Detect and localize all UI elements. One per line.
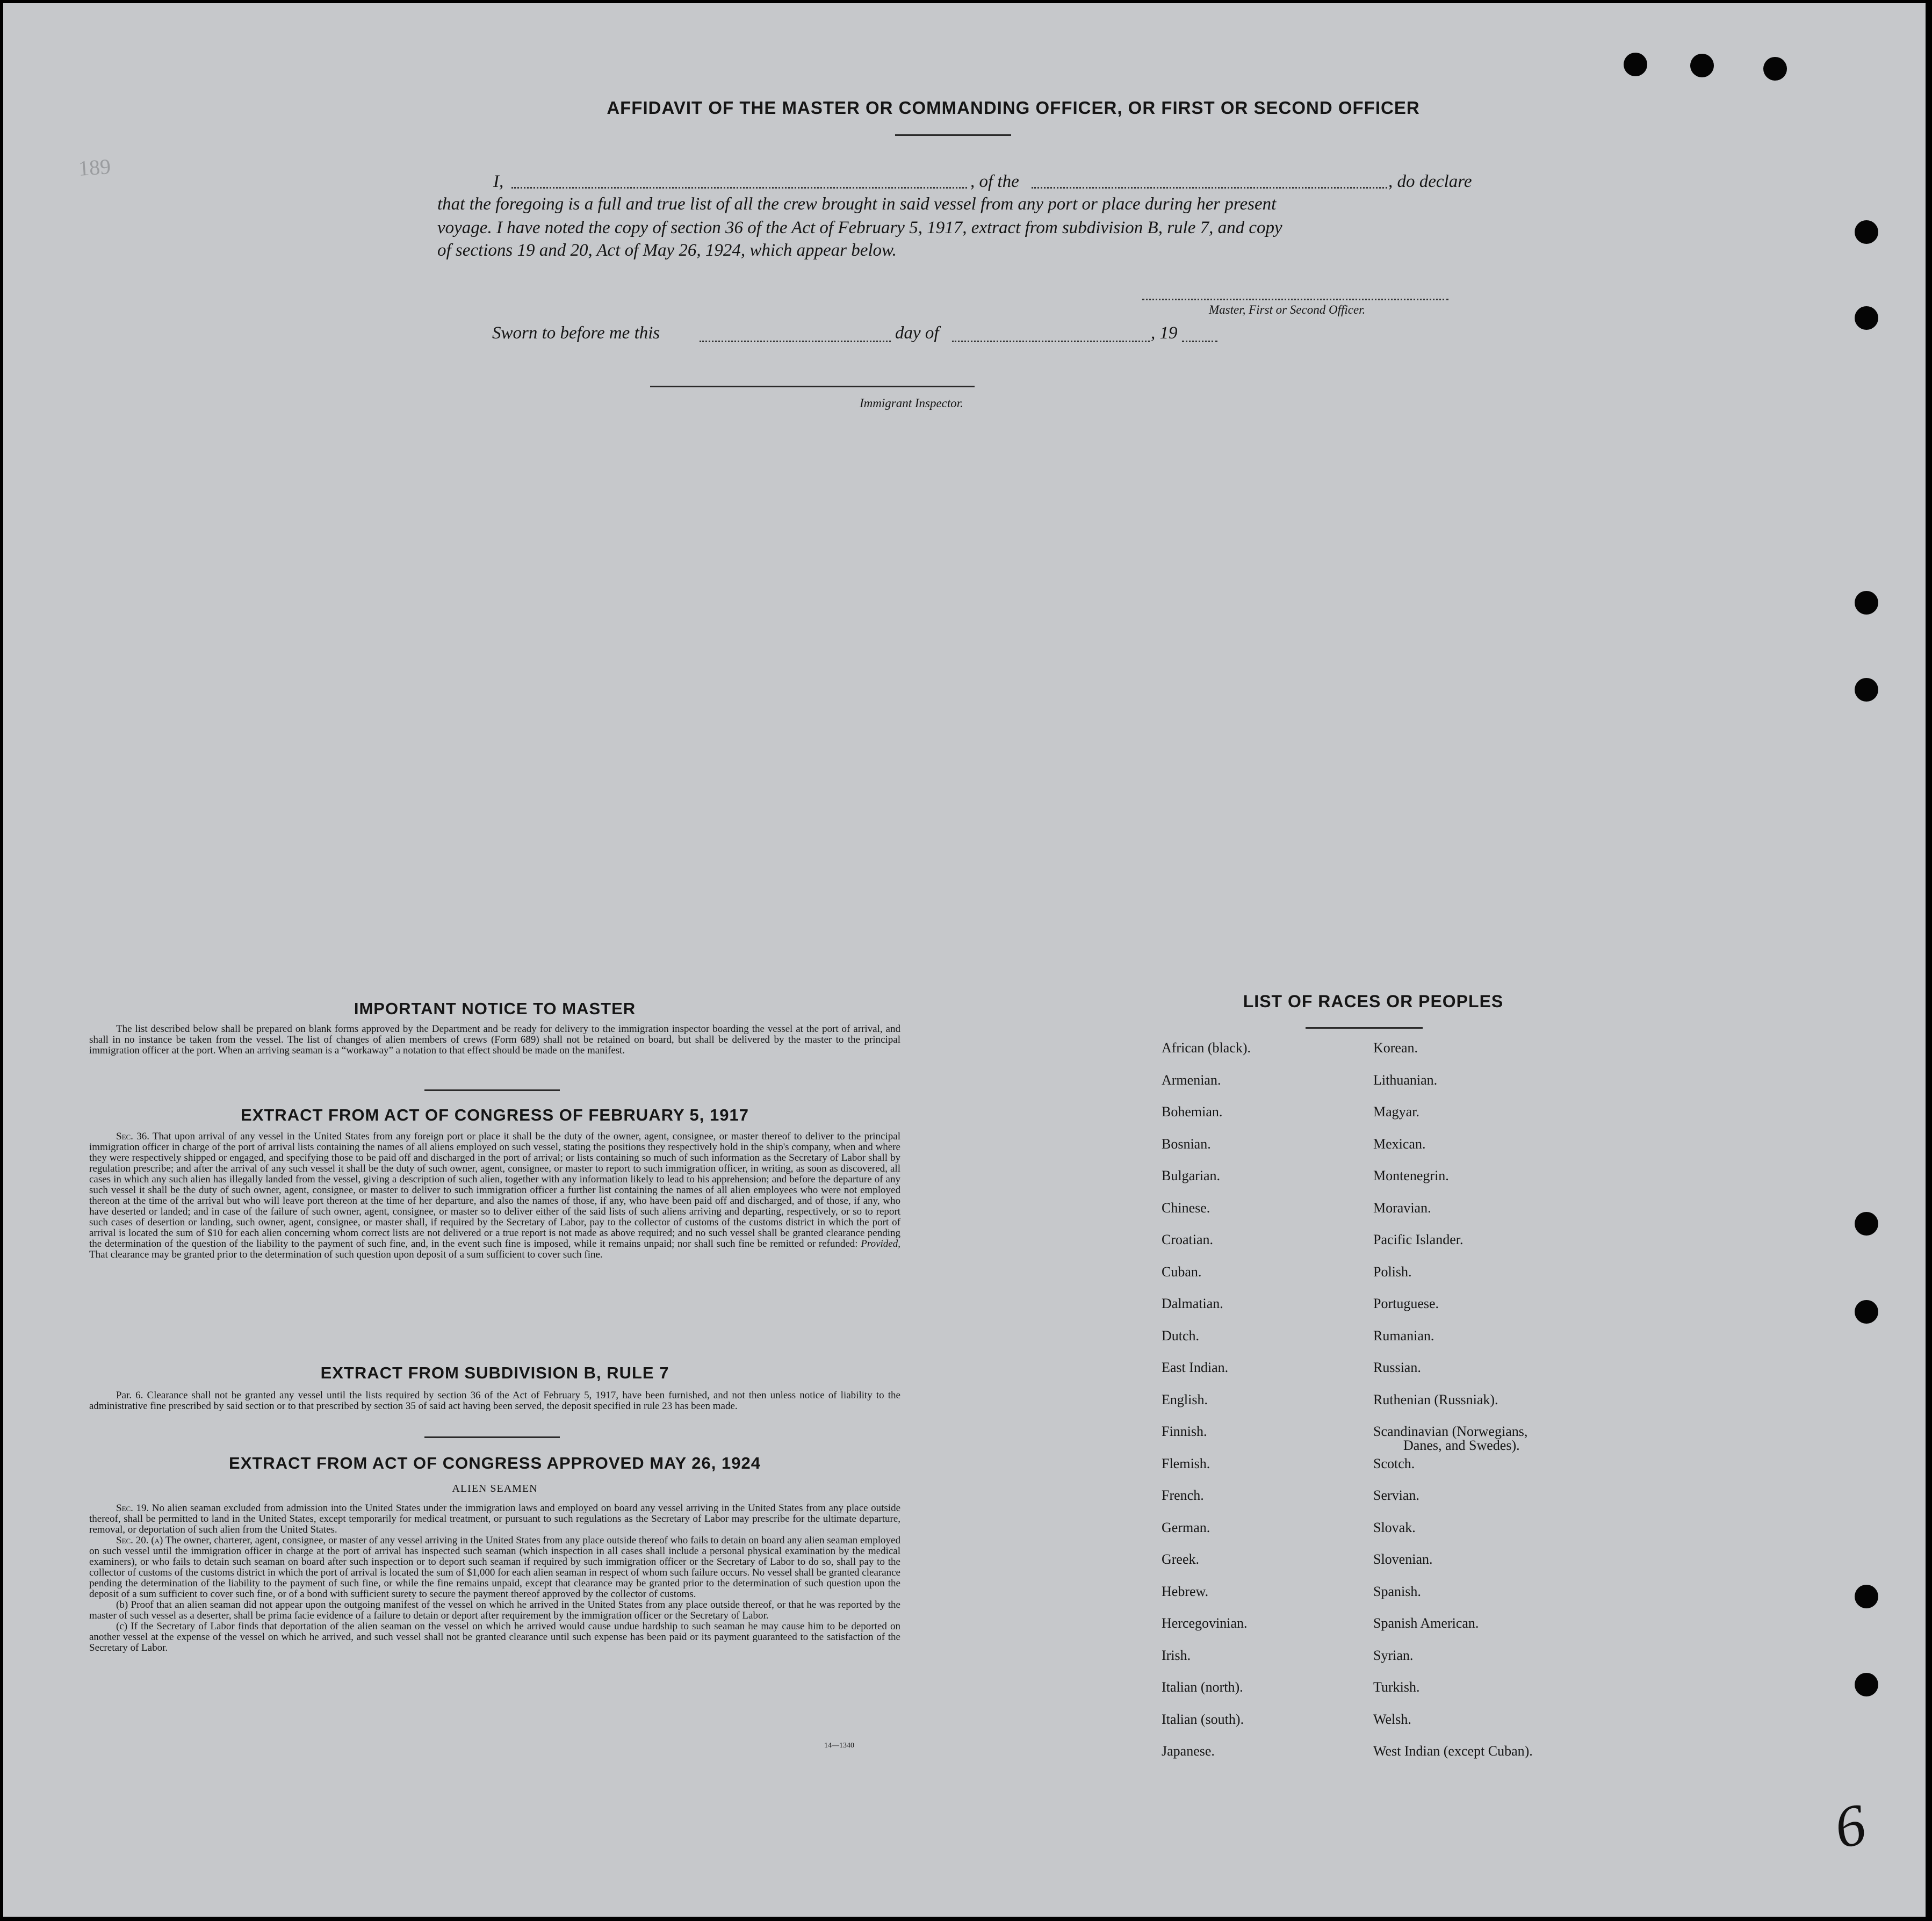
sworn-date-blank bbox=[700, 341, 891, 342]
races-title-underline bbox=[1306, 1027, 1423, 1029]
affidavit-title: AFFIDAVIT OF THE MASTER OR COMMANDING OFFICER, OR FIRST OR SECOND OFFICER bbox=[607, 98, 1420, 118]
race-item: Rumanian. bbox=[1373, 1328, 1434, 1344]
race-item: Italian (north). bbox=[1162, 1679, 1243, 1695]
notice-text bbox=[89, 1024, 900, 1056]
race-item: Servian. bbox=[1373, 1487, 1419, 1503]
race-item: English. bbox=[1162, 1392, 1208, 1407]
inspector-line bbox=[650, 386, 975, 387]
punch-hole bbox=[1855, 1585, 1878, 1608]
sec20-label: Sec. 20. (a) bbox=[116, 1535, 163, 1546]
race-item: Syrian. bbox=[1373, 1648, 1414, 1663]
race-item: Armenian. bbox=[1162, 1072, 1221, 1088]
race-item: African (black). bbox=[1162, 1040, 1251, 1056]
race-item: Pacific Islander. bbox=[1373, 1232, 1464, 1247]
section-label: Sec. 36. bbox=[116, 1131, 149, 1142]
handwritten-mark: 6 bbox=[1828, 1790, 1871, 1861]
sworn-year-blank bbox=[1182, 341, 1217, 342]
title-underline bbox=[895, 134, 1011, 136]
race-item: Finnish. bbox=[1162, 1424, 1207, 1439]
proviso-body: That clearance may be granted prior to the determination of such question upon deposit of a sum sufficient to cover such fine. bbox=[89, 1249, 603, 1260]
races-title: LIST OF RACES OR PEOPLES bbox=[1243, 992, 1504, 1011]
punch-hole bbox=[1855, 306, 1878, 330]
race-item: Bohemian. bbox=[1162, 1104, 1223, 1120]
race-item: French. bbox=[1162, 1487, 1204, 1503]
race-item: Bulgarian. bbox=[1162, 1168, 1221, 1183]
race-item: Scotch. bbox=[1373, 1456, 1415, 1471]
race-item: Magyar. bbox=[1373, 1104, 1419, 1120]
punch-hole bbox=[1855, 220, 1878, 244]
race-item: Moravian. bbox=[1373, 1200, 1431, 1216]
race-item: Spanish American. bbox=[1373, 1615, 1479, 1631]
sec20c-body: (c) If the Secretary of Labor finds that deportation of the alien seaman on the vessel on which he arrived would cause undue hardship to such seaman he may cause him to be deported on another vessel at the expense of the vessel on which he arrived, and such vessel shall not be granted clearance until such expense has been paid or its payment guaranteed to the satisfaction of the Secretary of Labor. bbox=[89, 1621, 900, 1653]
race-item: Chinese. bbox=[1162, 1200, 1210, 1216]
race-item: Polish. bbox=[1373, 1264, 1412, 1280]
proviso-label: Provided, bbox=[861, 1238, 900, 1250]
declare-start: I, bbox=[493, 172, 504, 191]
race-item: Turkish. bbox=[1373, 1679, 1420, 1695]
punch-hole bbox=[1624, 53, 1647, 76]
race-item: Irish. bbox=[1162, 1648, 1191, 1663]
race-item: German. bbox=[1162, 1520, 1210, 1535]
section-36-body: That upon arrival of any vessel in the United States from any foreign port or place it shall be the duty of the owner, agent, consignee, or master thereof to deliver to the principal immigration officer in charge of the port of arrival lists containing the names of all aliens employed on such vessel, stating the positions they respectively hold in the ship's company, when and where they were respectively shipped or engaged, and specifying those to be paid off and discharged in the port of arrival; or lists containing so much of such information as the Secretary of Labor shall by regulation prescribe; and after the arrival of any such vessel it shall be the duty of such owner, agent, consignee, or master to report to such immigration officer, in writing, as soon as discovered, all cases in which any such alien has illegally landed from the vessel, giving a description of such alien, together with any information likely to lead to his apprehension; and before the departure of any such vessel it shall be the duty of such owner, agent, consignee, or master to deliver to such immigration officer a further list containing the names of all alien employees who were not employed thereon at the time of the arrival but who will leave port thereon at the time of her departure, and also the names of those, if any, who have been paid off and discharged, and of those, if any, who have deserted or landed; and in case of the failure of such owner, agent, consignee, or master so to deliver either of the said lists of such aliens arriving and departing, respectively, or so to report such cases of desertion or landing, such owner, agent, consignee, or master shall, if required by the Secretary of Labor, pay to the collector of customs of the customs district in which the port of arrival is located the sum of $10 for each alien concerning whom correct lists are not delivered or a true report is not made as above required; and no such vessel shall be granted clearance pending the determination of the question of the liability to the payment of such fine, and, in the event such fine is imposed, while it remains unpaid; nor shall such fine be remitted or refunded: bbox=[89, 1131, 900, 1250]
rule7-text bbox=[89, 1390, 900, 1412]
race-item: East Indian. bbox=[1162, 1360, 1229, 1375]
punch-hole bbox=[1763, 57, 1787, 81]
affidavit-line-3: voyage. I have noted the copy of section 36 of the Act of February 5, 1917, extract from subdivision B, rule 7, and copy bbox=[437, 218, 1282, 237]
sworn-start: Sworn to before me this bbox=[492, 323, 660, 343]
race-item: Portuguese. bbox=[1373, 1296, 1439, 1311]
race-item: Spanish. bbox=[1373, 1584, 1421, 1599]
race-item: Bosnian. bbox=[1162, 1136, 1211, 1152]
races-list bbox=[1162, 1040, 1656, 1771]
extract-1917-title: EXTRACT FROM ACT OF CONGRESS OF FEBRUARY 5, 1917 bbox=[241, 1106, 749, 1124]
race-item: Lithuanian. bbox=[1373, 1072, 1438, 1088]
form-number: 14—1340 bbox=[824, 1742, 854, 1750]
extract-1917-text bbox=[89, 1131, 900, 1260]
declare-of: , of the bbox=[970, 172, 1019, 191]
notice-title: IMPORTANT NOTICE TO MASTER bbox=[354, 999, 636, 1018]
race-item: Croatian. bbox=[1162, 1232, 1214, 1247]
race-item: Slovak. bbox=[1373, 1520, 1416, 1535]
race-item: Greek. bbox=[1162, 1551, 1200, 1567]
extract-1924-text bbox=[89, 1503, 900, 1653]
race-item: Korean. bbox=[1373, 1040, 1418, 1056]
sec19-body: No alien seaman excluded from admission into the United States under the immigration laws and employed on board any vessel arriving in the United States from any place outside thereof, shall be permitted to land in the United States, except temporarily for medical treatment, or pursuant to such regulations as the Secretary of Labor may prescribe for the ultimate departure, removal, or deportation of such alien from the United States. bbox=[89, 1503, 900, 1535]
vessel-blank bbox=[1032, 187, 1387, 189]
alien-seamen-subtitle: ALIEN SEAMEN bbox=[452, 1483, 538, 1494]
race-item: West Indian (except Cuban). bbox=[1373, 1743, 1533, 1759]
declare-end: , do declare bbox=[1388, 172, 1472, 191]
affidavit-line-4: of sections 19 and 20, Act of May 26, 1924, which appear below. bbox=[437, 241, 897, 260]
race-item: Dutch. bbox=[1162, 1328, 1200, 1344]
notice-body: The list described below shall be prepared on blank forms approved by the Department and be ready for delivery to the immigration inspector boarding the vessel at the port of arrival, and shall in no instance be taken from the vessel. The list of changes of alien members of crews (Form 689) shall not be retained on board, but shall be delivered by the master to the principal immigration officer at the port. When an arriving seaman is a “workaway” a notation to that effect should be made on the manifest. bbox=[89, 1023, 900, 1056]
punch-hole bbox=[1855, 1673, 1878, 1696]
race-item: Japanese. bbox=[1162, 1743, 1215, 1759]
sec20a-body: The owner, charterer, agent, consignee, or master of any vessel arriving in the United States from any place outside thereof who fails to detain on board any alien seaman employed on such vessel until the immigration officer in charge at the port of arrival has inspected such seaman (which inspection in all cases shall include a personal physical examination by the medical examiners), or who fails to detain such seaman on board after such inspection or to deport such seaman if required by such immigration officer or the Secretary of Labor to do so, shall pay to the collector of customs of the customs district in which the port of arrival is located the sum of $1,000 for each alien seaman in respect of whom such failure occurs. No vessel shall be granted clearance pending the determination of the liability to the payment of such fine, or while the fine remains unpaid, except that clearance may be granted prior to the determination of such question upon the deposit of a sum sufficient to cover such fine, or of a bond with sufficient surety to secure the payment thereof approved by the collector of customs. bbox=[89, 1535, 900, 1600]
race-item: Italian (south). bbox=[1162, 1711, 1244, 1727]
race-item: Cuban. bbox=[1162, 1264, 1202, 1280]
inspector-caption: Immigrant Inspector. bbox=[860, 396, 963, 410]
signature-line bbox=[1142, 299, 1448, 300]
race-item: Russian. bbox=[1373, 1360, 1421, 1375]
sworn-month-blank bbox=[952, 341, 1150, 342]
punch-hole bbox=[1690, 54, 1714, 77]
race-item: Mexican. bbox=[1373, 1136, 1426, 1152]
signature-caption: Master, First or Second Officer. bbox=[1209, 303, 1366, 316]
section-divider bbox=[424, 1089, 560, 1091]
affidavit-line-2: that the foregoing is a full and true list of all the crew brought in said vessel from any port or place during her present bbox=[437, 194, 1277, 214]
race-item: Montenegrin. bbox=[1373, 1168, 1449, 1183]
rule7-body: Par. 6. Clearance shall not be granted any vessel until the lists required by section 36 of the Act of February 5, 1917, have been furnished, and not then unless notice of liability to the administrative fine prescribed by said section or to that prescribed by section 35 of said act having been served, the deposit specified in rule 23 has been made. bbox=[89, 1390, 900, 1412]
race-item: Welsh. bbox=[1373, 1711, 1411, 1727]
sworn-day: day of bbox=[895, 323, 939, 343]
document-page bbox=[3, 3, 1926, 1917]
punch-hole bbox=[1855, 1212, 1878, 1236]
race-item: Dalmatian. bbox=[1162, 1296, 1223, 1311]
punch-hole bbox=[1855, 1300, 1878, 1324]
sec20b-body: (b) Proof that an alien seaman did not appear upon the outgoing manifest of the vessel on which he arrived in the United States from any place outside thereof, or that he was reported by the master of such vessel as a deserter, shall be prima facie evidence of a failure to detain or deport after requirement by the immigration officer or the Secretary of Labor. bbox=[89, 1599, 900, 1621]
punch-hole bbox=[1855, 678, 1878, 702]
page-number-mark: 189 bbox=[77, 154, 112, 181]
extract-1924-title: EXTRACT FROM ACT OF CONGRESS APPROVED MAY 26, 1924 bbox=[229, 1454, 761, 1472]
race-item: Hebrew. bbox=[1162, 1584, 1209, 1599]
section-divider bbox=[424, 1436, 560, 1438]
race-item: Ruthenian (Russniak). bbox=[1373, 1392, 1498, 1407]
sec19-label: Sec. 19. bbox=[116, 1503, 149, 1514]
sworn-year: , 19 bbox=[1151, 323, 1178, 343]
rule7-title: EXTRACT FROM SUBDIVISION B, RULE 7 bbox=[320, 1363, 669, 1382]
name-blank bbox=[511, 187, 967, 189]
race-item: Hercegovinian. bbox=[1162, 1615, 1248, 1631]
race-item-continuation: Danes, and Swedes). bbox=[1403, 1438, 1520, 1453]
race-item: Slovenian. bbox=[1373, 1551, 1433, 1567]
punch-hole bbox=[1855, 591, 1878, 615]
race-item: Scandinavian (Norwegians, bbox=[1373, 1424, 1528, 1439]
race-item: Flemish. bbox=[1162, 1456, 1210, 1471]
